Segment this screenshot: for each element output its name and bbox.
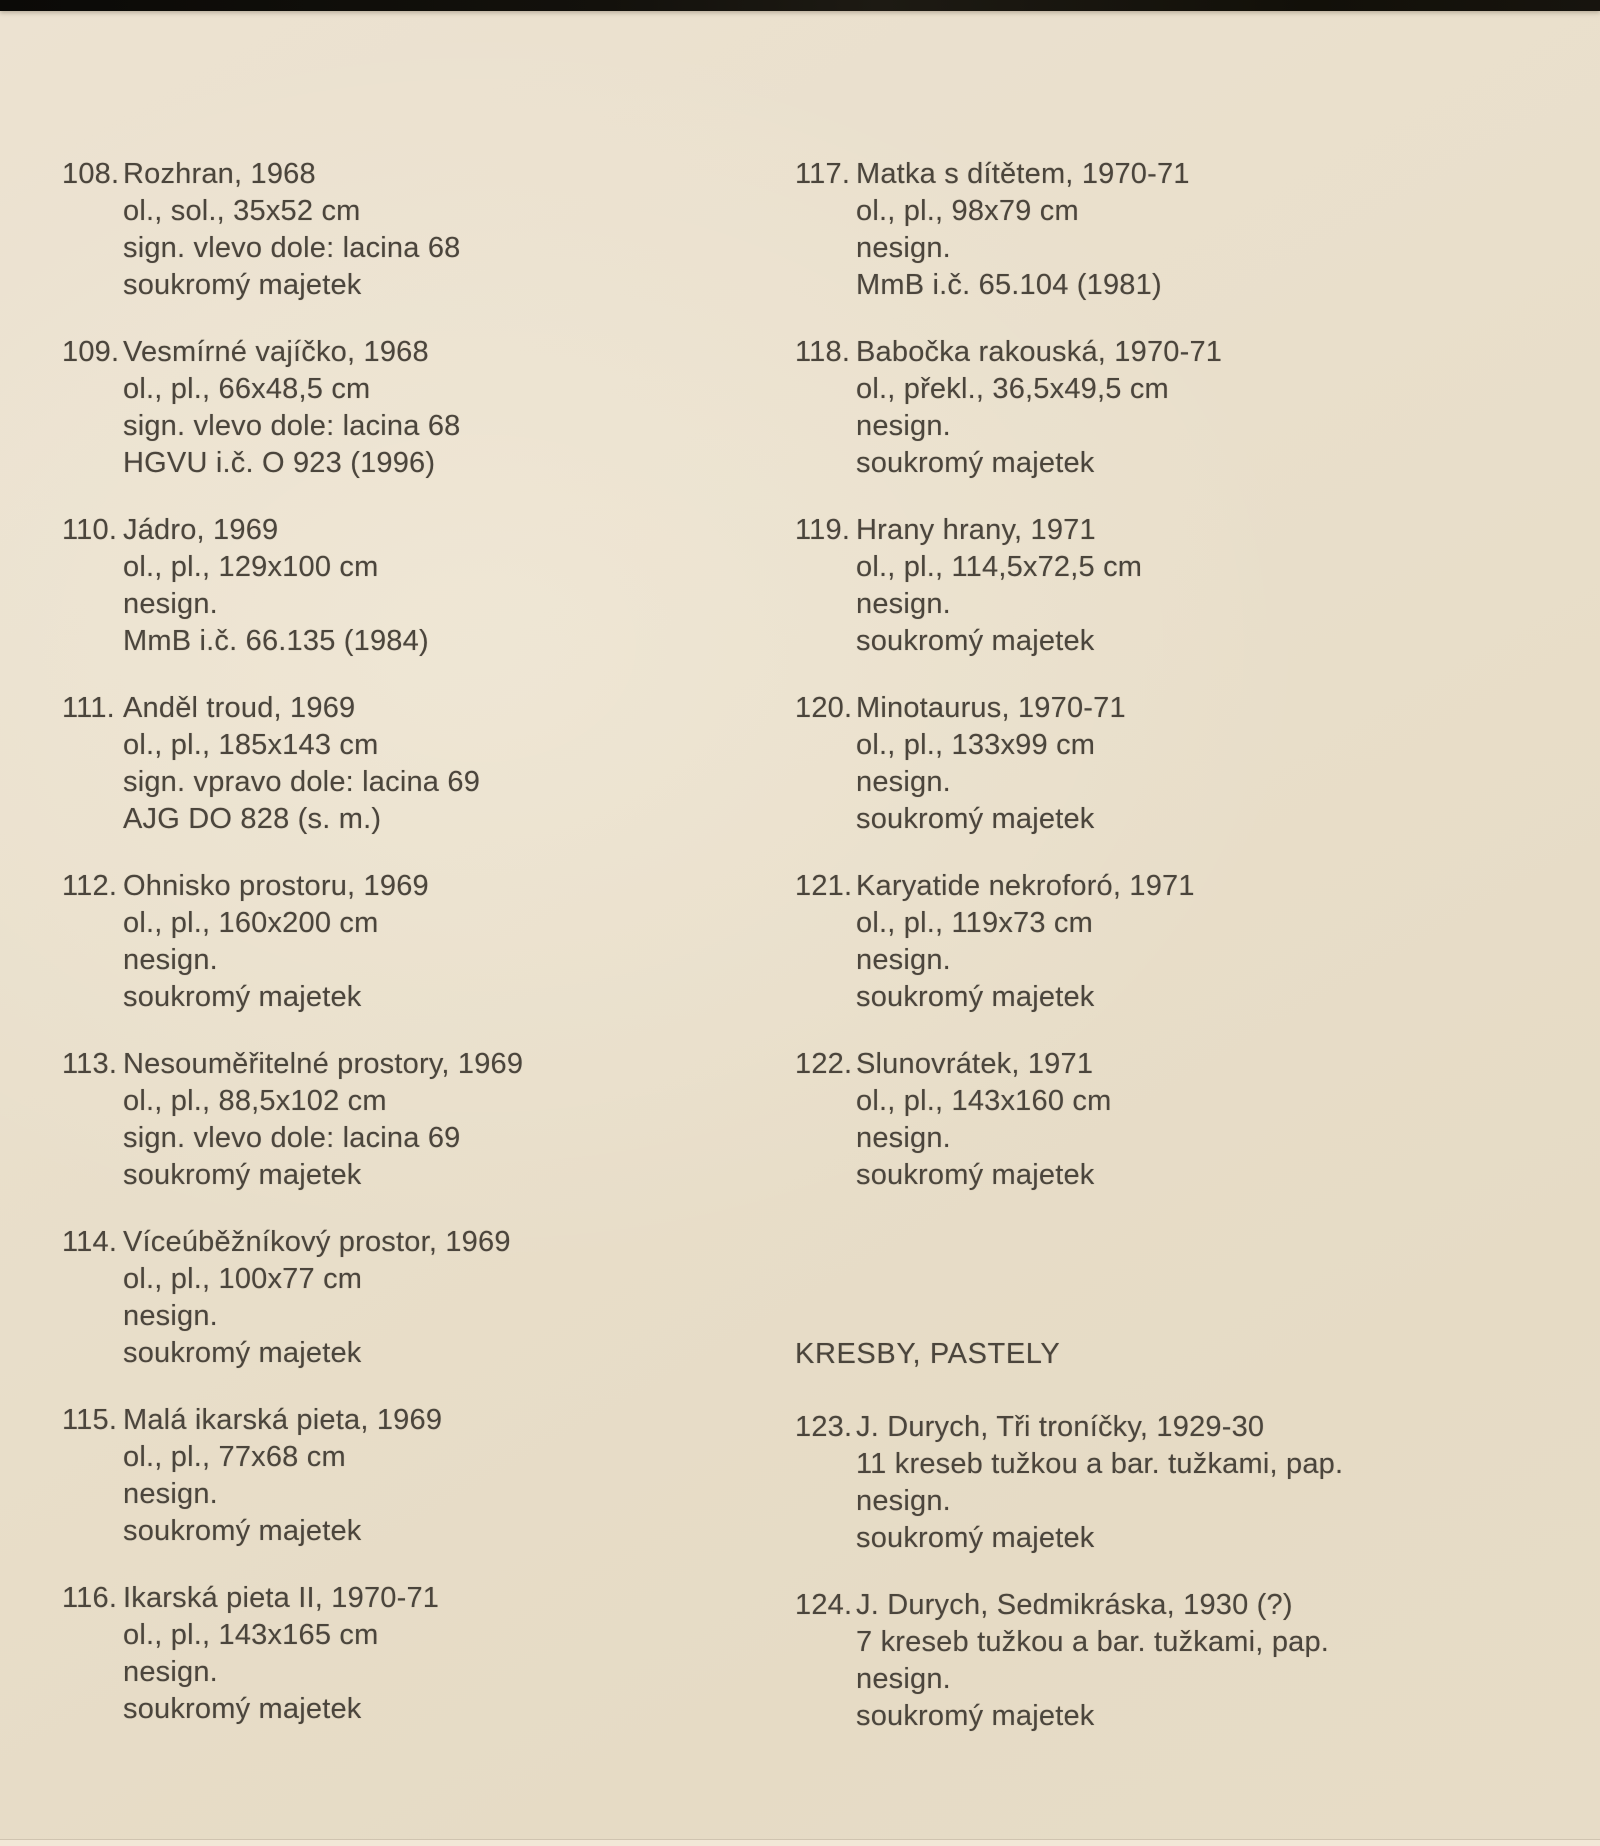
entry-title: J. Durych, Sedmikráska, 1930 (?) [856,1589,1293,1621]
entry-detail-line: ol., pl., 119x73 cm [856,907,1093,939]
entry-detail-line: ol., překl., 36,5x49,5 cm [856,373,1169,405]
entry-title: J. Durych, Tři troníčky, 1929-30 [856,1411,1265,1443]
entry-number: 108. [62,158,120,190]
entry-number: 118. [795,336,851,368]
catalog-entry [62,1224,722,1372]
scan-top-edge [0,0,1600,11]
scan-bottom-edge [0,1839,1600,1846]
entry-number: 120. [795,692,853,724]
entry-detail-line: nesign. [123,944,218,976]
entry-title: Vesmírné vajíčko, 1968 [123,336,429,368]
entry-title: Slunovrátek, 1971 [856,1048,1094,1080]
entry-detail-line: soukromý majetek [856,803,1095,835]
entry-number: 123. [795,1411,853,1443]
entry-number: 112. [62,870,118,902]
entry-number: 116. [62,1582,118,1614]
entry-detail-line: soukromý majetek [123,981,362,1013]
catalog-entry [795,690,1575,838]
catalog-entry [795,156,1575,304]
catalog-entry [62,690,722,838]
entry-number: 117. [795,158,851,190]
entry-detail-line: soukromý majetek [856,981,1095,1013]
entry-detail-line: nesign. [856,588,951,620]
entry-detail-line: ol., pl., 100x77 cm [123,1263,363,1295]
entry-detail-line: nesign. [856,1485,951,1517]
catalog-entry [62,156,722,304]
entry-detail-line: nesign. [123,588,218,620]
entry-detail-line: MmB i.č. 65.104 (1981) [856,269,1162,301]
entry-title: Nesouměřitelné prostory, 1969 [123,1048,524,1080]
entry-detail-line: ol., pl., 143x165 cm [123,1619,379,1651]
entry-number: 111. [62,692,115,724]
left-column [62,156,722,1758]
entry-title: Malá ikarská pieta, 1969 [123,1404,443,1436]
entry-detail-line: sign. vpravo dole: lacina 69 [123,766,481,798]
entry-title: Karyatide nekroforó, 1971 [856,870,1195,902]
entry-detail-line: nesign. [856,232,951,264]
catalog-entry [795,334,1575,482]
entry-detail-line: soukromý majetek [856,625,1095,657]
catalog-entry [62,1402,722,1550]
entry-detail-line: ol., pl., 88,5x102 cm [123,1085,387,1117]
entry-title: Hrany hrany, 1971 [856,514,1096,546]
entry-detail-line: sign. vlevo dole: lacina 68 [123,410,461,442]
entry-detail-line: soukromý majetek [123,269,362,301]
entry-title: Víceúběžníkový prostor, 1969 [123,1226,511,1258]
entry-detail-line: sign. vlevo dole: lacina 69 [123,1122,461,1154]
catalog-entry [62,1580,722,1728]
entry-detail-line: soukromý majetek [856,1700,1095,1732]
right-column [795,156,1575,1765]
entry-detail-line: soukromý majetek [123,1159,362,1191]
entry-detail-line: ol., pl., 185x143 cm [123,729,379,761]
entry-number: 114. [62,1226,118,1258]
entry-detail-line: soukromý majetek [856,1159,1095,1191]
entry-detail-line: ol., pl., 66x48,5 cm [123,373,371,405]
entry-title: Ohnisko prostoru, 1969 [123,870,429,902]
entry-title: Babočka rakouská, 1970-71 [856,336,1223,368]
entry-detail-line: ol., pl., 129x100 cm [123,551,379,583]
entry-detail-line: soukromý majetek [856,1522,1095,1554]
entry-detail-line: sign. vlevo dole: lacina 68 [123,232,461,264]
entry-detail-line: ol., pl., 143x160 cm [856,1085,1112,1117]
entry-detail-line: nesign. [123,1478,218,1510]
entry-detail-line: 11 kreseb tužkou a bar. tužkami, pap. [856,1448,1344,1480]
entry-detail-line: nesign. [856,1663,951,1695]
entry-detail-line: soukromý majetek [123,1337,362,1369]
entry-detail-line: nesign. [123,1656,218,1688]
entry-detail-line: AJG DO 828 (s. m.) [123,803,382,835]
entry-detail-line: ol., pl., 98x79 cm [856,195,1079,227]
entry-title: Minotaurus, 1970-71 [856,692,1126,724]
entry-number: 110. [62,514,118,546]
entry-title: Jádro, 1969 [123,514,279,546]
entry-number: 115. [62,1404,118,1436]
entry-detail-line: ol., pl., 133x99 cm [856,729,1096,761]
catalog-entry [795,1046,1575,1194]
entry-number: 122. [795,1048,853,1080]
entry-number: 109. [62,336,120,368]
entry-number: 124. [795,1589,853,1621]
entry-detail-line: 7 kreseb tužkou a bar. tužkami, pap. [856,1626,1330,1658]
entry-detail-line: MmB i.č. 66.135 (1984) [123,625,429,657]
entry-detail-line: soukromý majetek [123,1693,362,1725]
entry-detail-line: nesign. [856,766,951,798]
right-entries-bottom [795,1409,1575,1735]
entry-detail-line: soukromý majetek [123,1515,362,1547]
entry-detail-line: nesign. [856,410,951,442]
catalog-entry [62,334,722,482]
entry-number: 113. [62,1048,118,1080]
catalog-entry [62,512,722,660]
entry-detail-line: ol., pl., 77x68 cm [123,1441,346,1473]
entry-number: 121. [795,870,853,902]
entry-detail-line: nesign. [123,1300,218,1332]
entry-title: Anděl troud, 1969 [123,692,356,724]
entry-title: Ikarská pieta II, 1970-71 [123,1582,440,1614]
entry-detail-line: nesign. [856,1122,951,1154]
entry-number: 119. [795,514,851,546]
entry-detail-line: HGVU i.č. O 923 (1996) [123,447,436,479]
catalog-entry [62,868,722,1016]
entry-detail-line: ol., pl., 114,5x72,5 cm [856,551,1143,583]
catalog-entry [62,1046,722,1194]
catalog-entry [795,512,1575,660]
catalog-entry [795,868,1575,1016]
right-entries-top [795,156,1575,1194]
section-heading: KRESBY, PASTELY [795,1338,1061,1370]
entry-detail-line: ol., pl., 160x200 cm [123,907,379,939]
entry-detail-line: soukromý majetek [856,447,1095,479]
entry-detail-line: ol., sol., 35x52 cm [123,195,361,227]
catalog-entry [795,1587,1575,1735]
entry-title: Rozhran, 1968 [123,158,316,190]
catalog-entry [795,1409,1575,1557]
entry-detail-line: nesign. [856,944,951,976]
entry-title: Matka s dítětem, 1970-71 [856,158,1190,190]
